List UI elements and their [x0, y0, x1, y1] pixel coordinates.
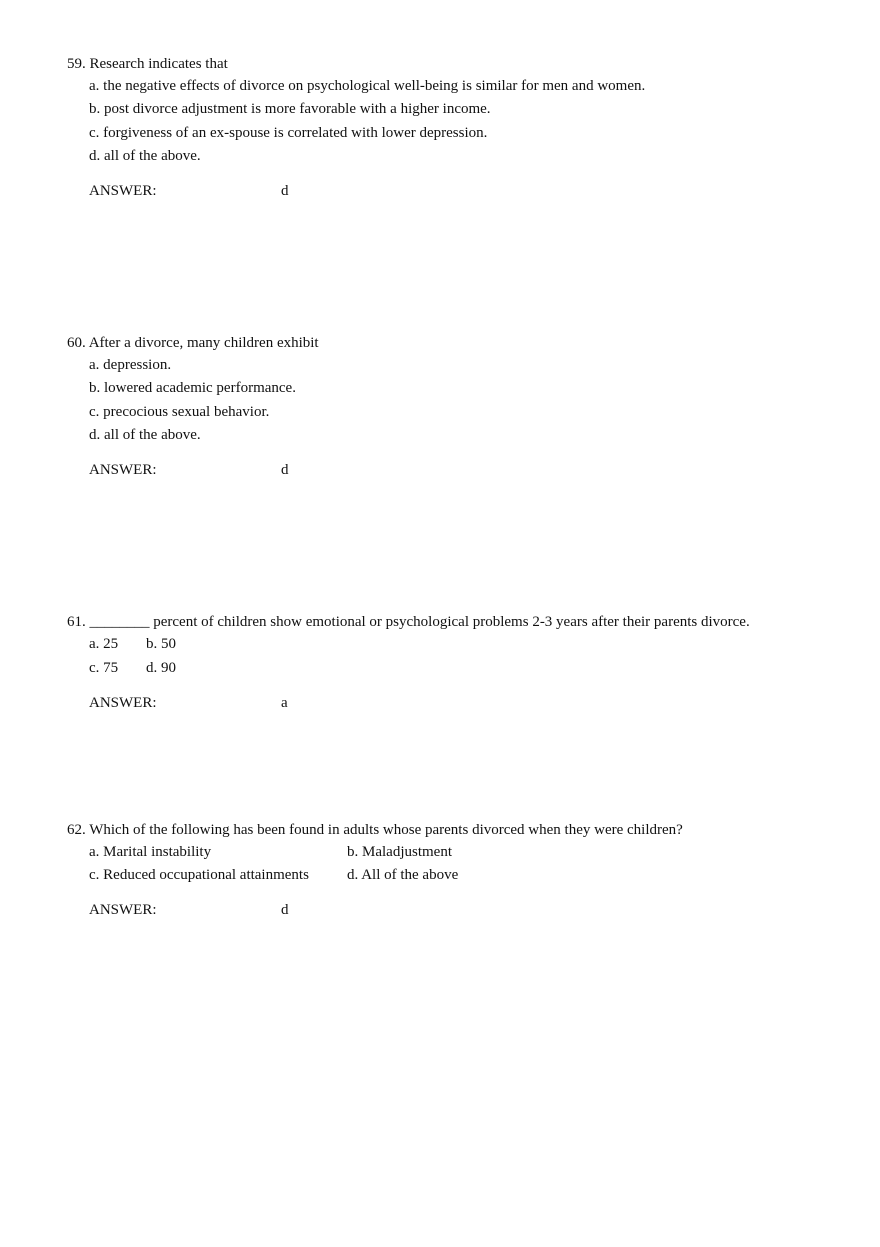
question-number: 59.	[67, 56, 86, 72]
option-c	[89, 124, 487, 142]
question-text: ________ percent of children show emotional or psychological problems 2-3 years after their parents divorce.	[89, 614, 750, 630]
option-letter: c.	[89, 125, 100, 141]
option-text: Maladjustment	[362, 844, 452, 860]
answer-value: d	[281, 462, 289, 478]
option-b	[347, 843, 452, 861]
option-text: lowered academic performance.	[104, 380, 296, 396]
option-letter: b.	[89, 101, 101, 117]
option-text: all of the above.	[104, 427, 201, 443]
option-letter: d.	[89, 427, 101, 443]
option-text: all of the above.	[104, 148, 201, 164]
option-d	[89, 426, 201, 444]
answer-value: d	[281, 902, 289, 918]
question-number: 62.	[67, 822, 86, 838]
option-text: the negative effects of divorce on psychological well-being is similar for men and women.	[103, 78, 646, 94]
option-text: 25	[103, 636, 119, 652]
answer-label: ANSWER:	[89, 183, 157, 199]
option-b	[89, 100, 491, 118]
option-letter: a.	[89, 844, 100, 860]
question-stem	[67, 821, 683, 839]
option-letter: b.	[146, 636, 158, 652]
option-b	[89, 379, 296, 397]
answer-label: ANSWER:	[89, 695, 157, 711]
option-letter: d.	[146, 660, 158, 676]
option-letter: b.	[89, 380, 101, 396]
option-a	[89, 77, 645, 95]
option-a	[89, 843, 211, 861]
question-number: 60.	[67, 335, 86, 351]
answer-value: d	[281, 183, 289, 199]
option-c	[89, 403, 269, 421]
question-stem	[67, 334, 319, 352]
option-c	[89, 866, 309, 884]
option-letter: c.	[89, 660, 100, 676]
question-text: After a divorce, many children exhibit	[88, 335, 319, 351]
option-b	[146, 635, 176, 653]
question-text: Research indicates that	[89, 56, 228, 72]
option-c	[89, 659, 118, 677]
option-letter: d.	[347, 867, 359, 883]
answer-value: a	[281, 695, 288, 711]
option-text: depression.	[103, 357, 172, 373]
option-letter: a.	[89, 78, 100, 94]
option-a	[89, 635, 118, 653]
option-text: 50	[161, 636, 176, 652]
option-text: Reduced occupational attainments	[103, 867, 309, 883]
option-text: forgiveness of an ex-spouse is correlated with lower depression.	[103, 125, 488, 141]
question-stem	[67, 55, 228, 73]
option-letter: a.	[89, 636, 100, 652]
option-letter: d.	[89, 148, 101, 164]
option-text: All of the above	[361, 867, 459, 883]
option-letter: c.	[89, 867, 100, 883]
option-a	[89, 356, 171, 374]
question-stem	[67, 613, 750, 631]
option-d	[146, 659, 176, 677]
option-text: 90	[161, 660, 176, 676]
answer-label: ANSWER:	[89, 902, 157, 918]
option-letter: b.	[347, 844, 359, 860]
question-number: 61.	[67, 614, 86, 630]
option-text: Marital instability	[103, 844, 212, 860]
answer-label: ANSWER:	[89, 462, 157, 478]
option-d	[89, 147, 201, 165]
option-text: post divorce adjustment is more favorable with a higher income.	[104, 101, 491, 117]
question-text: Which of the following has been found in adults whose parents divorced when they were children?	[89, 822, 683, 838]
option-letter: a.	[89, 357, 100, 373]
option-d	[347, 866, 458, 884]
option-text: precocious sexual behavior.	[103, 404, 270, 420]
option-text: 75	[103, 660, 119, 676]
option-letter: c.	[89, 404, 100, 420]
